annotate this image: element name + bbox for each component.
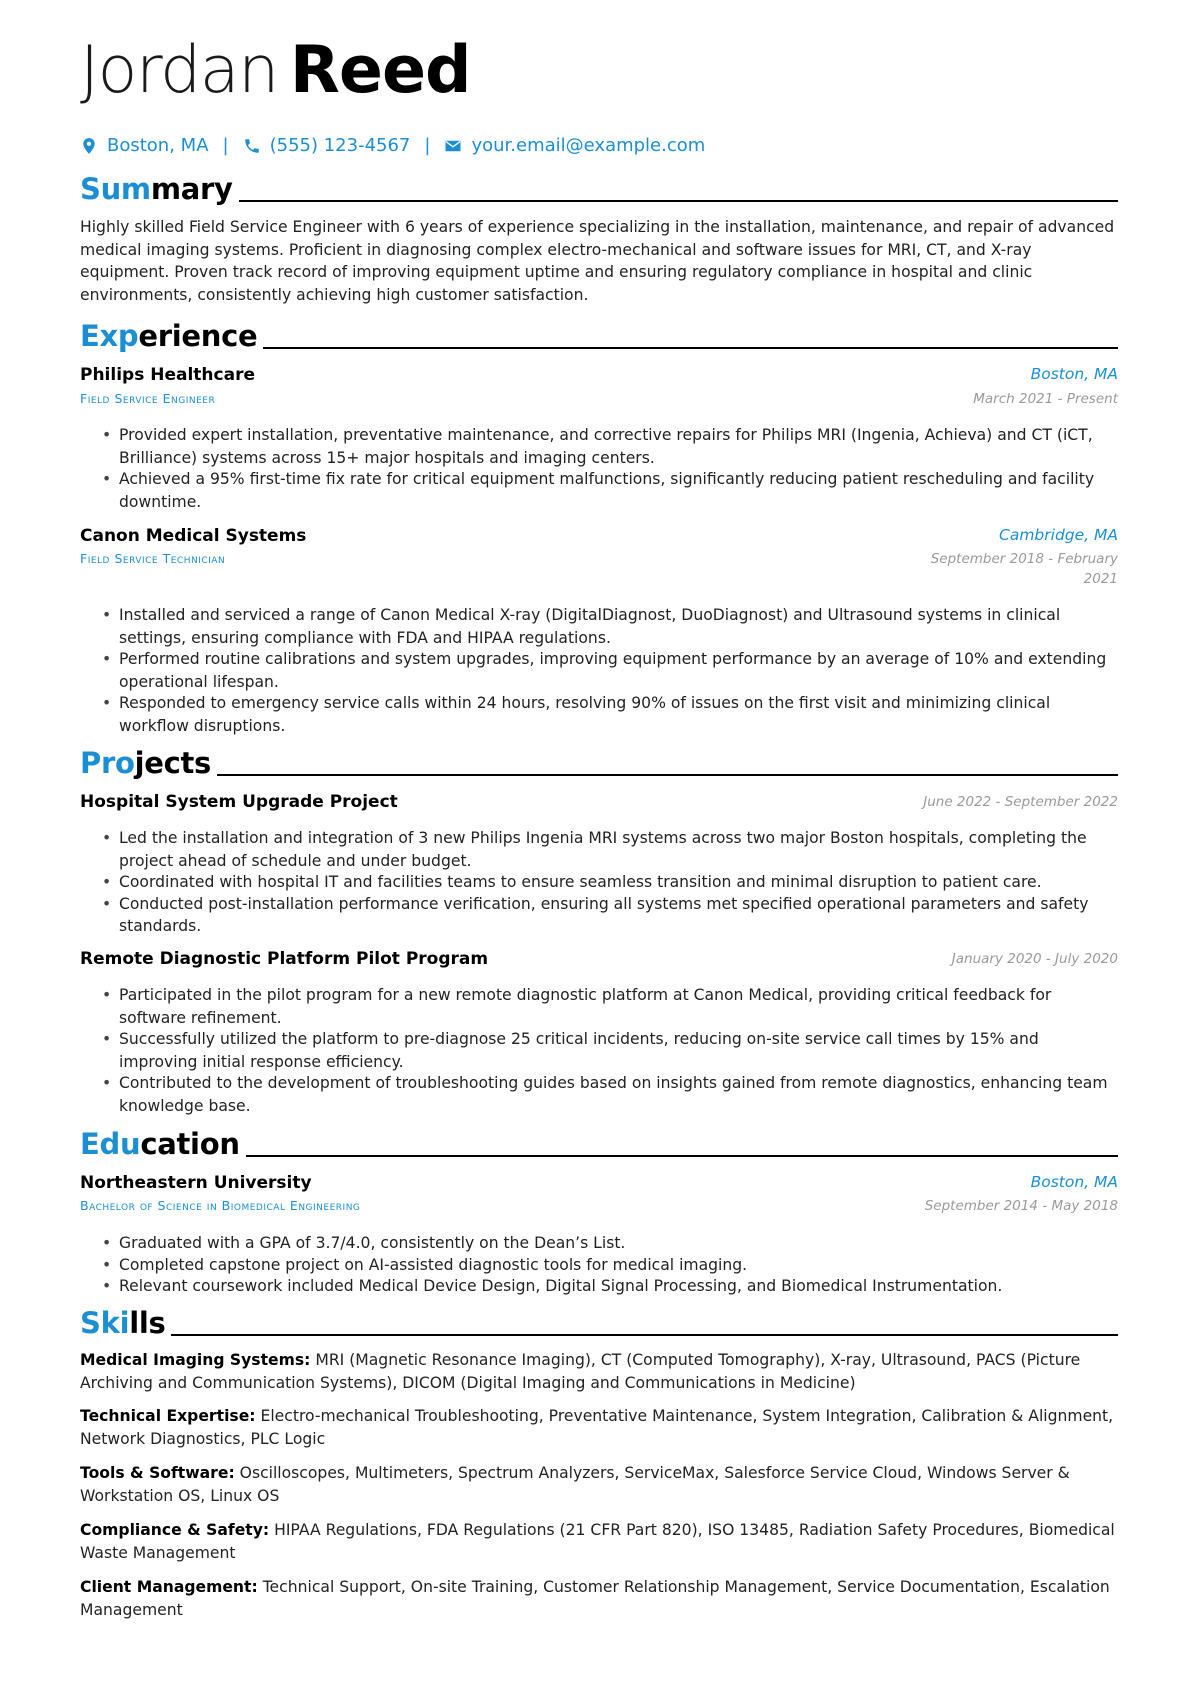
skill-label: Compliance & Safety:: [80, 1521, 270, 1539]
projects-title-accent: Pro: [80, 746, 135, 780]
envelope-icon: [444, 137, 462, 155]
skill-group: [80, 1405, 1120, 1450]
job-bullets: [80, 604, 1118, 737]
phone-icon: [243, 137, 261, 155]
list-item: • Led the installation and integration of 3 new Philips Ingenia MRI systems across two major Boston hospitals, completing the project ahead of schedule and under budget.: [80, 827, 1118, 872]
experience-title-accent: Exp: [80, 319, 139, 353]
job-location: Boston, MA: [1030, 365, 1118, 383]
list-item: • Successfully utilized the platform to pre-diagnose 25 critical incidents, reducing on-site service call times by 15% and improving initial response efficiency.: [80, 1028, 1118, 1073]
skill-value: HIPAA Regulations, FDA Regulations (21 CFR Part 820), ISO 13485, Radiation Safety Procedures, Biomedical Waste Management: [80, 1521, 1115, 1562]
list-item: • Completed capstone project on AI-assisted diagnostic tools for medical imaging.: [80, 1254, 1118, 1277]
section-rule: [171, 1334, 1118, 1336]
skill-value: Oscilloscopes, Multimeters, Spectrum Analyzers, ServiceMax, Salesforce Service Cloud, Windows Server & Workstation OS, Linux OS: [80, 1464, 1070, 1505]
first-name: Jordan: [80, 33, 278, 108]
project-dates: January 2020 - July 2020: [951, 951, 1118, 967]
summary-heading: [80, 168, 1118, 204]
skills-heading: [80, 1302, 1118, 1338]
summary-title-rest: mary: [150, 172, 233, 206]
contact-separator: |: [424, 135, 431, 156]
job-role: Field Service Technician: [80, 551, 226, 566]
contact-bar: [80, 135, 705, 156]
list-item: • Installed and serviced a range of Canon Medical X-ray (DigitalDiagnost, DuoDiagnost) and Ultrasound systems in clinical settings, ensuring compliance with FDA and HIPAA regulations.: [80, 604, 1118, 649]
map-pin-icon: [80, 137, 98, 155]
list-item: • Relevant coursework included Medical Device Design, Digital Signal Processing, and Biomedical Instrumentation.: [80, 1275, 1118, 1298]
project-bullets: [80, 827, 1118, 937]
candidate-name: [80, 33, 471, 108]
job-location: Cambridge, MA: [999, 526, 1118, 544]
project-name: Remote Diagnostic Platform Pilot Program: [80, 949, 489, 969]
education-dates: September 2014 - May 2018: [924, 1198, 1118, 1214]
project-bullets: [80, 984, 1118, 1117]
list-item: • Performed routine calibrations and system upgrades, improving equipment performance by an average of 10% and extending operational lifespan.: [80, 648, 1118, 693]
last-name: Reed: [289, 33, 471, 108]
job-company: Canon Medical Systems: [80, 526, 307, 546]
skill-value: Electro-mechanical Troubleshooting, Preventative Maintenance, System Integration, Calibration & Alignment, Network Diagnostics, PLC Logic: [80, 1407, 1114, 1448]
summary-title-accent: Sum: [80, 172, 151, 206]
job-role: Field Service Engineer: [80, 391, 216, 406]
project-dates: June 2022 - September 2022: [923, 794, 1118, 810]
school-location: Boston, MA: [1030, 1173, 1118, 1191]
job-dates: September 2018 - February 2021: [930, 551, 1118, 587]
skill-label: Tools & Software:: [80, 1464, 235, 1482]
section-rule: [263, 347, 1118, 349]
job-bullets: [80, 424, 1118, 512]
skill-label: Client Management:: [80, 1578, 258, 1596]
skill-group: [80, 1519, 1120, 1564]
location-text: Boston, MA: [107, 135, 209, 156]
list-item: • Contributed to the development of troubleshooting guides based on insights gained from remote diagnostics, enhancing team knowledge base.: [80, 1072, 1118, 1117]
education-bullets: [80, 1232, 1118, 1297]
contact-separator: |: [222, 135, 229, 156]
skill-label: Technical Expertise:: [80, 1407, 256, 1425]
list-item: • Achieved a 95% first-time fix rate for critical equipment malfunctions, significantly reducing patient rescheduling and facility downtime.: [80, 468, 1118, 513]
list-item: • Conducted post-installation performance verification, ensuring all systems met specified operational parameters and safety standards.: [80, 893, 1118, 938]
section-rule: [246, 1155, 1118, 1157]
degree: Bachelor of Science in Biomedical Engineering: [80, 1198, 361, 1213]
skills-title-rest: lls: [129, 1306, 166, 1340]
list-item: • Graduated with a GPA of 3.7/4.0, consistently on the Dean’s List.: [80, 1232, 1118, 1255]
skill-value: MRI (Magnetic Resonance Imaging), CT (Computed Tomography), X-ray, Ultrasound, PACS (Picture Archiving and Communication Systems), DICOM (Digital Imaging and Communications in Medicine): [80, 1351, 1081, 1392]
section-rule: [239, 200, 1118, 202]
section-rule: [217, 774, 1118, 776]
projects-heading: [80, 742, 1118, 778]
project-name: Hospital System Upgrade Project: [80, 792, 398, 812]
education-title-accent: Edu: [80, 1127, 141, 1161]
skill-value: Technical Support, On-site Training, Customer Relationship Management, Service Documentation, Escalation Management: [80, 1578, 1110, 1619]
list-item: • Responded to emergency service calls within 24 hours, resolving 90% of issues on the first visit and minimizing clinical workflow disruptions.: [80, 692, 1118, 737]
job-dates: March 2021 - Present: [973, 391, 1118, 407]
skill-group: [80, 1462, 1120, 1507]
skill-group: [80, 1349, 1120, 1394]
education-title-rest: cation: [140, 1127, 240, 1161]
phone-text: (555) 123-4567: [269, 135, 411, 156]
skill-group: [80, 1576, 1120, 1621]
experience-heading: [80, 315, 1118, 351]
list-item: • Provided expert installation, preventative maintenance, and corrective repairs for Philips MRI (Ingenia, Achieva) and CT (iCT, Brilliance) systems across 15+ major hospitals and imaging centers.: [80, 424, 1118, 469]
list-item: • Participated in the pilot program for a new remote diagnostic platform at Canon Medical, providing critical feedback for software refinement.: [80, 984, 1118, 1029]
projects-title-rest: jects: [134, 746, 212, 780]
skill-label: Medical Imaging Systems:: [80, 1351, 311, 1369]
summary-text: Highly skilled Field Service Engineer with 6 years of experience specializing in the installation, maintenance, and repair of advanced medical imaging systems. Proficient in diagnosing complex electro-mechanical and software issues for MRI, CT, and X-ray equipment. Proven track record of improving equipment uptime and ensuring regulatory compliance in hospital and clinic environments, consistently achieving high customer satisfaction.: [80, 218, 1115, 304]
school-name: Northeastern University: [80, 1173, 312, 1193]
job-company: Philips Healthcare: [80, 365, 255, 385]
experience-title-rest: erience: [138, 319, 258, 353]
skills-title-accent: Ski: [80, 1306, 130, 1340]
email-link[interactable]: your.email@example.com: [471, 135, 706, 156]
education-heading: [80, 1123, 1118, 1159]
list-item: • Coordinated with hospital IT and facilities teams to ensure seamless transition and minimal disruption to patient care.: [80, 871, 1118, 894]
